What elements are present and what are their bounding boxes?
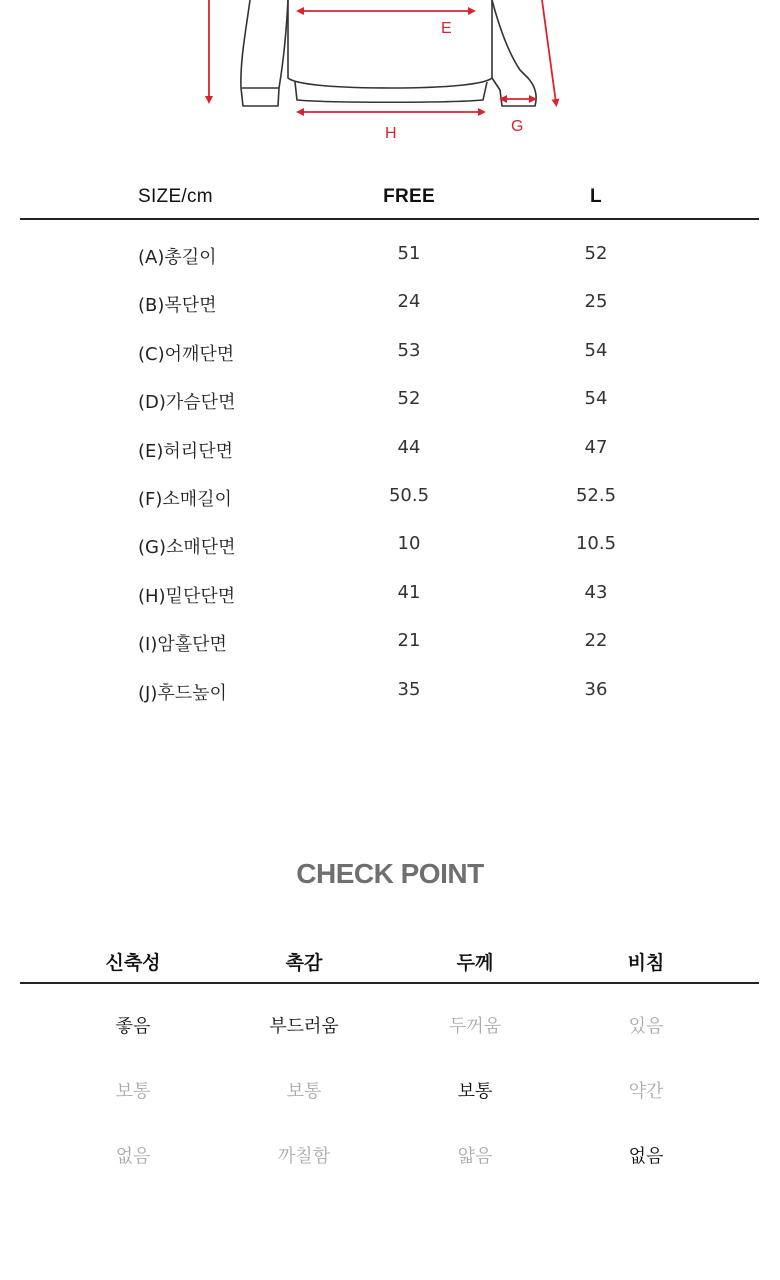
- header-elasticity: 신축성: [105, 952, 161, 974]
- label-g: G: [511, 118, 524, 135]
- check-point-body: [20, 984, 759, 1207]
- header-sheerness: 비침: [627, 952, 665, 974]
- check-option: 보통: [115, 1081, 151, 1102]
- measure-label: (E)허리단면: [138, 440, 233, 462]
- check-option: 보통: [457, 1081, 493, 1102]
- right-sleeve-outline: [492, 0, 536, 106]
- check-option: 약간: [628, 1081, 664, 1102]
- table-row: [20, 618, 759, 666]
- check-row: [20, 1142, 759, 1207]
- table-row: [20, 473, 759, 521]
- measure-label: (A)총길이: [138, 247, 217, 268]
- l-value: 25: [584, 291, 608, 313]
- check-option: 얇음: [457, 1146, 493, 1167]
- l-value: 52.5: [575, 484, 617, 506]
- table-row: [20, 328, 759, 376]
- table-row: [20, 570, 759, 618]
- free-value: 21: [397, 630, 421, 652]
- check-option: 두꺼움: [448, 1016, 502, 1037]
- l-value: 54: [584, 339, 608, 361]
- header-free: FREE: [383, 186, 435, 207]
- check-row: [20, 1012, 759, 1077]
- label-e: E: [441, 20, 452, 37]
- check-option: 까칠함: [277, 1146, 331, 1167]
- check-option: 있음: [628, 1016, 664, 1037]
- check-option: 없음: [628, 1146, 664, 1167]
- left-sleeve-outline: [241, 0, 288, 106]
- size-table-header: [20, 180, 759, 220]
- free-value: 10: [397, 533, 421, 555]
- size-table: [20, 180, 759, 715]
- check-point-title: CHECK POINT: [296, 858, 484, 889]
- measure-label: (I)암홀단면: [138, 634, 227, 656]
- free-value: 53: [397, 339, 421, 361]
- check-point-table: [20, 944, 759, 1207]
- check-option: 보통: [286, 1081, 322, 1102]
- l-value: 10.5: [575, 533, 617, 555]
- l-value: 36: [584, 678, 608, 700]
- check-point-header: [20, 944, 759, 984]
- free-value: 24: [397, 291, 421, 313]
- table-row: [20, 667, 759, 715]
- l-value: 22: [584, 630, 608, 652]
- measure-label: (G)소매단면: [138, 537, 236, 559]
- measure-label: (B)목단면: [138, 295, 217, 317]
- free-value: 50.5: [388, 484, 430, 506]
- header-l: L: [590, 186, 602, 207]
- check-option: 부드러움: [269, 1016, 339, 1037]
- free-value: 35: [397, 678, 421, 700]
- label-h: H: [385, 125, 397, 142]
- header-thickness: 두께: [456, 952, 494, 974]
- garment-diagram: [0, 0, 780, 150]
- l-value: 43: [584, 581, 608, 603]
- body-outline: [288, 0, 492, 88]
- measure-label: (F)소매길이: [138, 488, 232, 510]
- table-row: [20, 521, 759, 569]
- header-size-label: SIZE/cm: [138, 186, 213, 207]
- sleeve-arrow-f: [542, 0, 556, 103]
- l-value: 54: [584, 388, 608, 410]
- check-option: 좋음: [115, 1016, 151, 1037]
- measure-label: (D)가슴단면: [138, 392, 236, 414]
- size-table-body: [20, 220, 759, 715]
- measure-label: (H)밑단단면: [138, 585, 236, 607]
- free-value: 51: [397, 243, 421, 264]
- table-row: [20, 425, 759, 473]
- table-row: [20, 376, 759, 424]
- l-value: 52: [584, 243, 608, 264]
- l-value: 47: [584, 436, 608, 458]
- free-value: 52: [397, 388, 421, 410]
- free-value: 44: [397, 436, 421, 458]
- table-row: [20, 231, 759, 279]
- table-row: [20, 279, 759, 327]
- header-texture: 촉감: [285, 952, 323, 974]
- free-value: 41: [397, 581, 421, 603]
- measure-label: (C)어깨단면: [138, 343, 235, 365]
- measure-label: (J)후드높이: [138, 682, 227, 704]
- check-option: 없음: [115, 1146, 151, 1167]
- check-row: [20, 1077, 759, 1142]
